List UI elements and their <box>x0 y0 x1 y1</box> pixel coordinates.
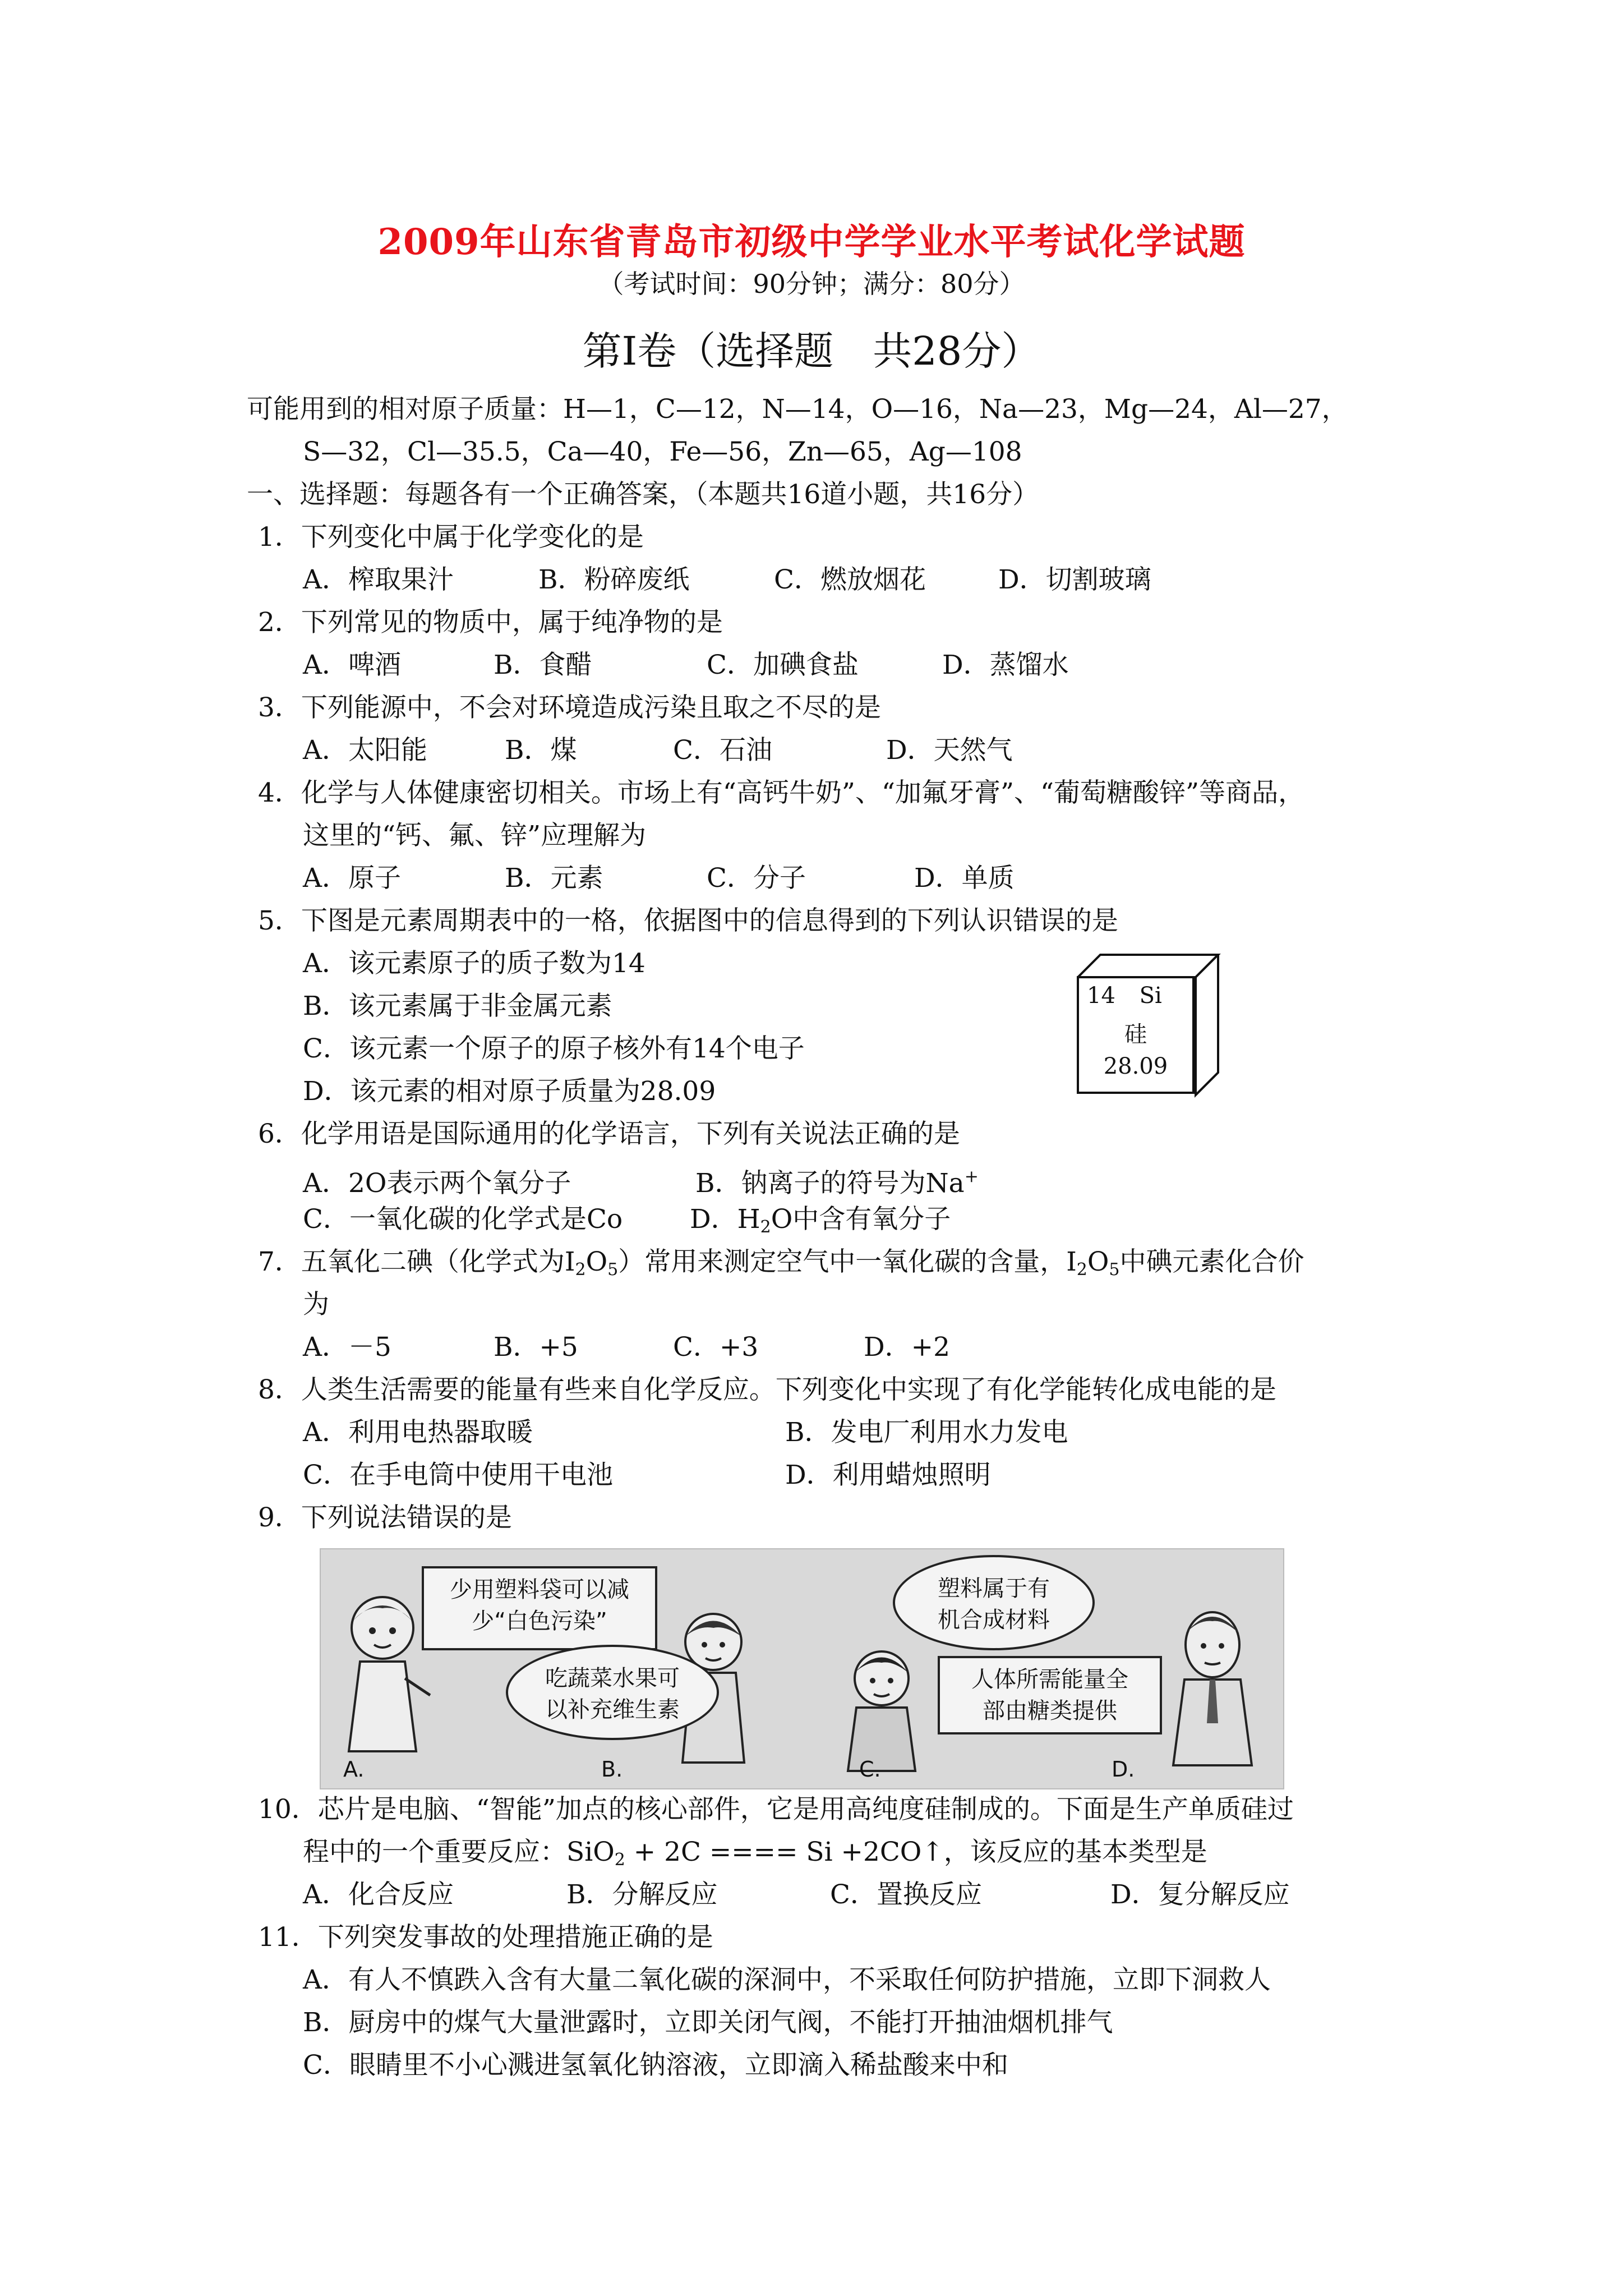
stem-part: 7．五氧化二碘（化学式为I <box>258 1246 575 1277</box>
question-11-stem: 11．下列突发事故的处理措施正确的是 <box>258 1922 713 1953</box>
section-heading: 第Ⅰ卷（选择题 共28分） <box>582 328 1041 374</box>
question-3-options <box>303 734 1013 767</box>
question-10-equation-line <box>303 1835 1207 1877</box>
subscript: 2 <box>1076 1260 1087 1280</box>
element-name: 硅 <box>1124 1022 1147 1047</box>
stem-part: 程中的一个重要反应：SiO <box>303 1837 615 1867</box>
option-c: C．在手电筒中使用干电池 <box>303 1460 613 1490</box>
speech-bubble-a <box>422 1566 657 1650</box>
cell-face <box>1077 976 1195 1094</box>
option-d: D．复分解反应 <box>1110 1879 1290 1910</box>
question-6-stem: 6．化学用语是国际通用的化学语言，下列有关说法正确的是 <box>258 1119 960 1149</box>
man-figure-icon <box>1162 1600 1263 1768</box>
question-7-stem-cont: 为 <box>303 1289 329 1320</box>
option-c: C．+3 <box>673 1332 759 1363</box>
option-d: D．+2 <box>864 1332 950 1363</box>
part-one-heading: 一、选择题：每题各有一个正确答案，（本题共16道小题，共16分） <box>247 479 1039 510</box>
question-7-options <box>303 1331 950 1364</box>
option-d: D．切割玻璃 <box>998 564 1151 595</box>
option-d: D．利用蜡烛照明 <box>785 1460 991 1490</box>
option-b: B．+5 <box>494 1332 578 1363</box>
bubble-d-line-1: 人体所需能量全 <box>971 1667 1128 1692</box>
option-c: C．置换反应 <box>830 1879 982 1910</box>
question-5-option-a: A．该元素原子的质子数为14 <box>303 948 645 979</box>
periodic-table-cell <box>1077 954 1223 1099</box>
option-c: C．燃放烟花 <box>774 564 926 595</box>
option-b <box>695 1168 979 1199</box>
question-5-option-b: B．该元素属于非金属元素 <box>303 991 612 1022</box>
atomic-masses-line-1: 可能用到的相对原子质量：H—1，C—12，N—14，O—16，Na—23，Mg—24，Al—27， <box>247 394 1348 425</box>
option-c: C．加碘食盐 <box>707 650 859 680</box>
bubble-b-line-2: 以补充维生素 <box>545 1697 680 1723</box>
atomic-mass: 28.09 <box>1103 1053 1168 1079</box>
question-10-options <box>303 1878 1290 1912</box>
question-9-cartoon <box>320 1548 1284 1789</box>
option-b: B．发电厂利用水力发电 <box>785 1417 1068 1448</box>
cartoon-label-d: D. <box>1112 1757 1135 1782</box>
option-a: A．榨取果汁 <box>303 564 454 595</box>
option-b: B．煤 <box>505 735 577 766</box>
option-a: A．原子 <box>303 863 401 894</box>
option-b-superscript: + <box>964 1167 979 1186</box>
speech-bubble-b <box>506 1645 719 1740</box>
question-8-stem: 8．人类生活需要的能量有些来自化学反应。下列变化中实现了有化学能转化成电能的是 <box>258 1374 1276 1405</box>
question-8-options-ab <box>303 1416 1068 1450</box>
cartoon-label-c: C. <box>859 1757 881 1782</box>
thought-bubble-c <box>893 1555 1095 1650</box>
question-2-stem: 2．下列常见的物质中，属于纯净物的是 <box>258 607 723 638</box>
stem-part: 中碘元素化合价 <box>1119 1246 1304 1277</box>
question-7-stem <box>258 1245 1304 1287</box>
option-a: A．2O表示两个氧分子 <box>303 1168 571 1199</box>
element-symbol: Si <box>1139 983 1162 1009</box>
question-10-stem: 10．芯片是电脑、“智能”加点的核心部件，它是用高纯度硅制成的。下面是生产单质硅过 <box>258 1794 1294 1825</box>
subscript: 5 <box>1109 1260 1120 1280</box>
question-11-option-a: A．有人不慎跌入含有大量二氧化碳的深洞中，不采取任何防护措施，立即下洞救人 <box>303 1964 1271 1995</box>
boy-figure-icon <box>837 1639 926 1774</box>
option-c: C．分子 <box>707 863 806 894</box>
question-11-option-c: C．眼睛里不小心溅进氢氧化钠溶液，立即滴入稀盐酸来中和 <box>303 2050 1008 2081</box>
bubble-a-line-1: 少用塑料袋可以减 <box>450 1577 629 1603</box>
option-d: D．蒸馏水 <box>942 650 1069 680</box>
question-4-stem: 4．化学与人体健康密切相关。市场上有“高钙牛奶”、“加氟牙膏”、“葡萄糖酸锌”等商品， <box>258 777 1305 808</box>
option-a: A．太阳能 <box>303 735 427 766</box>
option-d-subscript: 2 <box>760 1217 771 1237</box>
question-6-options-ab <box>303 1160 979 1200</box>
stem-part: ）常用来测定空气中一氧化碳的含量，I <box>618 1246 1077 1277</box>
option-c: C．一氧化碳的化学式是Co <box>303 1204 623 1235</box>
option-a: A．－5 <box>303 1332 391 1363</box>
subscript: 2 <box>575 1260 586 1280</box>
bubble-a-line-2: 少“白色污染” <box>472 1608 607 1634</box>
option-b: B．元素 <box>505 863 603 894</box>
girl-figure-icon <box>332 1583 433 1763</box>
atomic-number: 14 <box>1087 983 1115 1009</box>
speech-bubble-d <box>938 1656 1162 1734</box>
question-4-options <box>303 862 1015 895</box>
stem-part: O <box>585 1246 608 1277</box>
question-1-stem: 1．下列变化中属于化学变化的是 <box>258 522 644 553</box>
question-8-options-cd <box>303 1458 991 1492</box>
option-b: B．粉碎废纸 <box>538 564 690 595</box>
stem-part: O <box>1087 1246 1109 1277</box>
atomic-masses-line-2: S—32，Cl—35.5，Ca—40，Fe—56，Zn—65，Ag—108 <box>303 436 1022 467</box>
question-5-stem: 5．下图是元素周期表中的一格，依据图中的信息得到的下列认识错误的是 <box>258 905 1118 936</box>
exam-title: 2009年山东省青岛市初级中学学业水平考试化学试题 <box>377 221 1246 263</box>
cartoon-label-a: A. <box>343 1757 365 1782</box>
option-b-text: B．钠离子的符号为Na <box>695 1168 965 1199</box>
cartoon-label-b: B. <box>601 1757 623 1782</box>
subscript: 5 <box>607 1260 619 1280</box>
question-4-stem-cont: 这里的“钙、氟、锌”应理解为 <box>303 820 647 851</box>
question-11-option-b: B．厨房中的煤气大量泄露时，立即关闭气阀，不能打开抽油烟机排气 <box>303 2007 1113 2038</box>
subscript: 2 <box>614 1850 625 1870</box>
option-c: C．石油 <box>673 735 772 766</box>
question-5-option-c: C．该元素一个原子的原子核外有14个电子 <box>303 1033 805 1064</box>
question-6-options-cd <box>303 1203 951 1244</box>
exam-subtitle: （考试时间：90分钟；满分：80分） <box>598 269 1025 299</box>
question-1-options <box>303 563 1151 597</box>
question-9-stem: 9．下列说法错误的是 <box>258 1502 512 1533</box>
question-5-option-d: D．该元素的相对原子质量为28.09 <box>303 1076 716 1107</box>
option-d-text: D．H <box>690 1204 760 1235</box>
option-b: B．食醋 <box>494 650 592 680</box>
question-2-options <box>303 648 1069 682</box>
option-d: D．天然气 <box>886 735 1013 766</box>
bubble-d-line-2: 部由糖类提供 <box>983 1698 1117 1724</box>
bubble-c-line-2: 机合成材料 <box>938 1607 1050 1633</box>
stem-part: + 2C ==== Si +2CO↑，该反应的基本类型是 <box>625 1837 1207 1867</box>
option-d-text-end: O中含有氧分子 <box>771 1204 951 1235</box>
option-b: B．分解反应 <box>566 1879 718 1910</box>
option-a: A．啤酒 <box>303 650 401 680</box>
bubble-c-line-1: 塑料属于有 <box>938 1576 1050 1602</box>
option-d: D．单质 <box>914 863 1015 894</box>
question-3-stem: 3．下列能源中，不会对环境造成污染且取之不尽的是 <box>258 692 881 723</box>
option-a: A．化合反应 <box>303 1879 454 1910</box>
option-a: A．利用电热器取暖 <box>303 1417 533 1448</box>
option-d <box>690 1204 951 1235</box>
bubble-b-line-1: 吃蔬菜水果可 <box>545 1665 680 1691</box>
